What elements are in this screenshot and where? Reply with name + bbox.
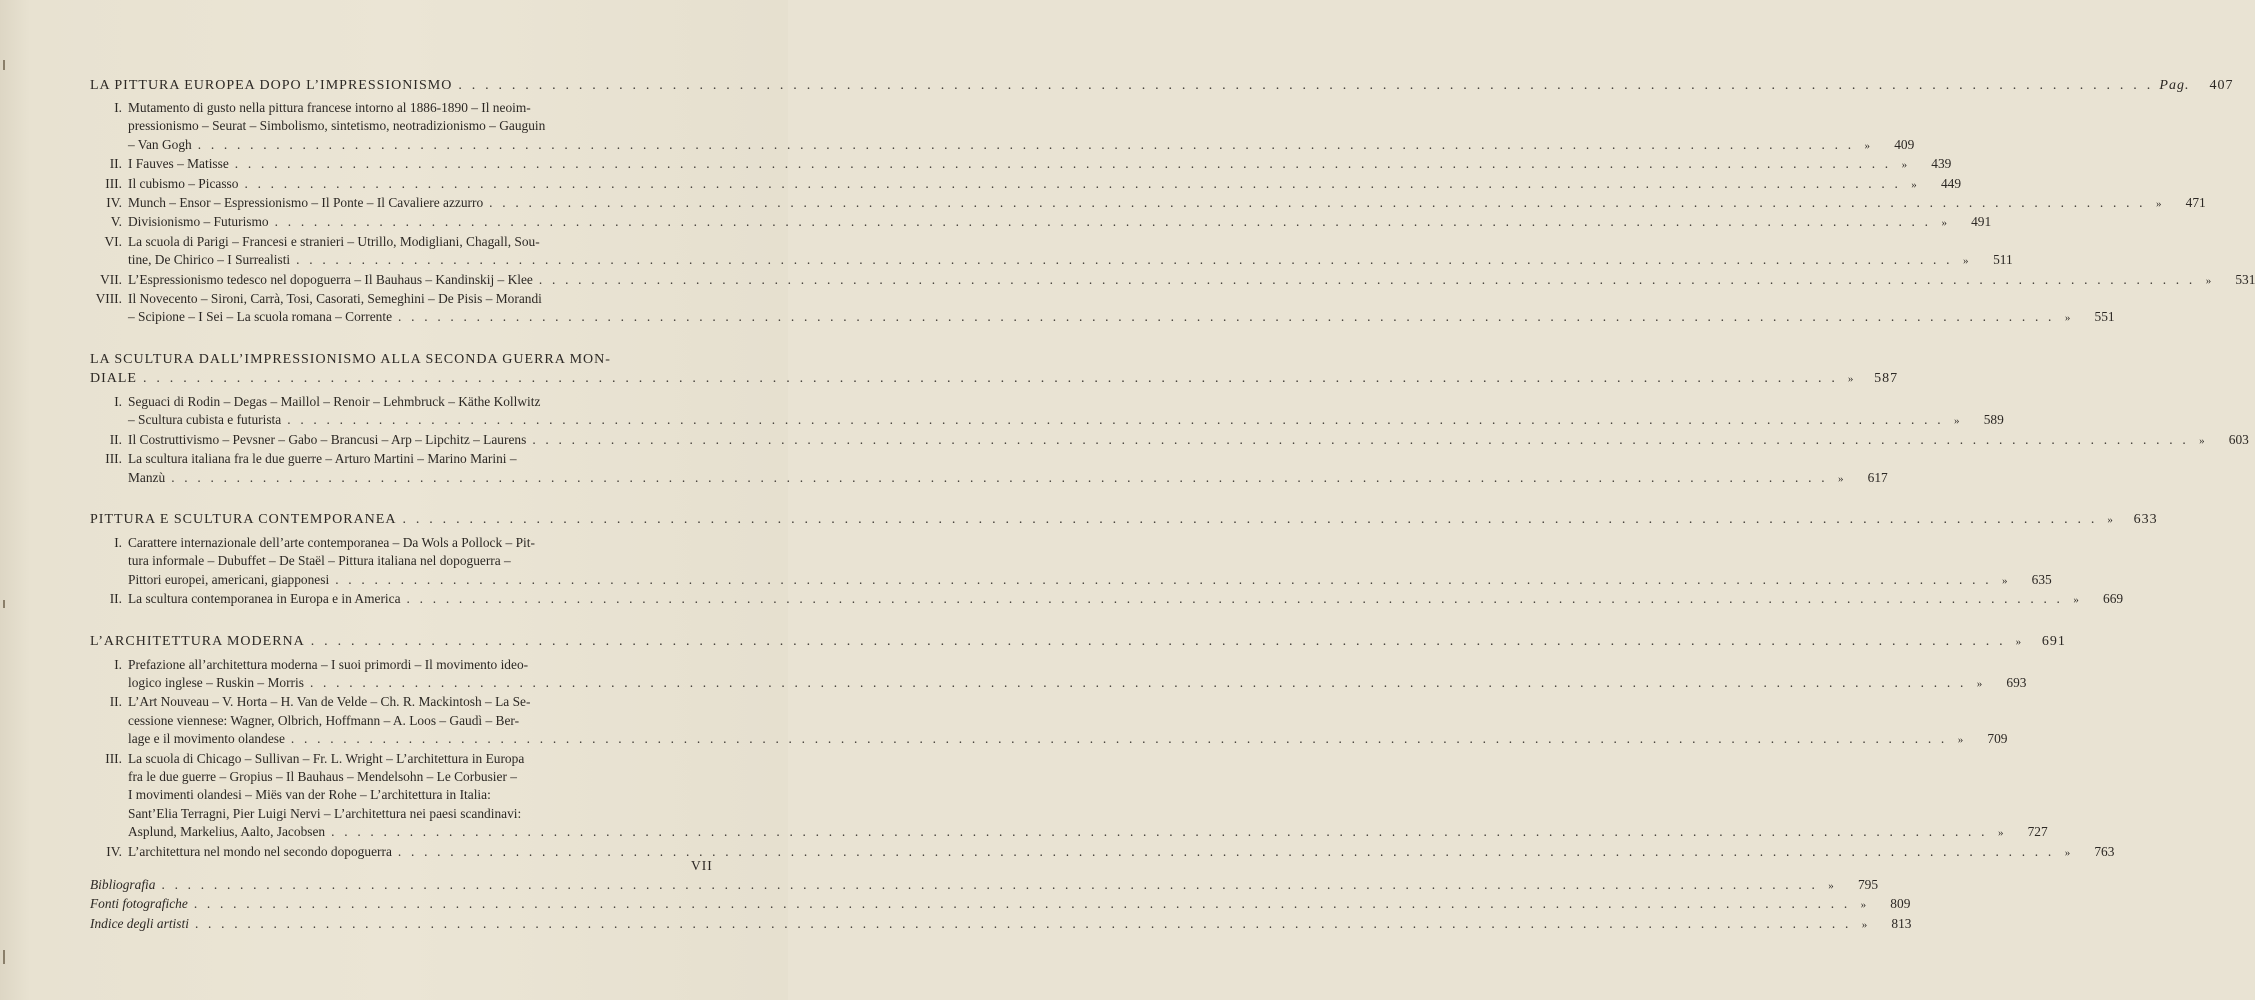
chapter-title-line: Il Novecento – Sironi, Carrà, Tosi, Casorati, Semeghini – De Pisis – Morandi xyxy=(128,291,542,307)
leader-dots xyxy=(235,155,1892,173)
chapter-title-text: Il cubismo – Picasso xyxy=(128,175,239,191)
chapter-title-lastline xyxy=(128,175,1961,194)
chapter-title-lastline xyxy=(128,469,1888,488)
chapter-entry xyxy=(90,175,1962,194)
chapter-title-lastline xyxy=(128,730,2007,749)
ditto-mark: » xyxy=(1838,472,1844,485)
chapter-title-lastline xyxy=(128,590,2123,609)
chapter-number: IV. xyxy=(106,843,122,859)
chapter-number: II. xyxy=(109,156,122,172)
section-heading xyxy=(90,632,2066,652)
leader-dots xyxy=(194,895,1851,913)
chapter-title-text: Il Costruttivismo – Pevsner – Gabo – Brancusi – Arp – Lipchitz – Laurens xyxy=(128,431,527,447)
chapter-title-text: – Scultura cubista e futurista xyxy=(128,412,282,428)
leader-dots xyxy=(489,194,2146,212)
chapter-entry xyxy=(90,750,2048,843)
section-heading-lastline xyxy=(90,76,2234,95)
chapter-page-number: 763 xyxy=(2094,843,2115,859)
ditto-mark: » xyxy=(1901,159,1908,172)
ditto-mark: » xyxy=(1860,899,1867,912)
chapter-body xyxy=(128,590,2123,609)
toc-section xyxy=(90,510,2158,610)
chapter-number: I. xyxy=(114,534,122,550)
ditto-mark: » xyxy=(1976,677,1983,690)
leader-dots xyxy=(331,823,1988,841)
chapter-number: III. xyxy=(105,175,122,191)
ditto-mark: » xyxy=(2064,312,2071,325)
chapter-number: II. xyxy=(109,431,122,447)
ditto-mark: » xyxy=(2073,594,2079,607)
leader-dots xyxy=(244,175,1901,193)
chapter-number: VII. xyxy=(100,271,122,287)
leader-dots xyxy=(402,510,2097,529)
chapter-title-line: La scultura italiana fra le due guerre – Arturo Martini – Marino Marini – xyxy=(128,451,517,467)
leader-dots xyxy=(296,251,1953,269)
ditto-mark: » xyxy=(1941,217,1947,230)
ditto-mark: » xyxy=(1864,139,1871,152)
leader-dots xyxy=(291,730,1948,748)
chapter-entry xyxy=(90,155,1952,174)
leader-dots xyxy=(310,674,1967,692)
chapter-body xyxy=(128,213,1991,232)
roman-page-number: VII xyxy=(691,858,713,873)
leader-dots xyxy=(161,876,1818,894)
chapter-page-number: 693 xyxy=(2006,674,2027,690)
chapter-title-text: I Fauves – Matisse xyxy=(128,156,229,172)
page-edge-mark xyxy=(3,600,5,608)
section-heading-lastline xyxy=(90,632,2066,652)
chapter-title-text: lage e il movimento olandese xyxy=(128,731,285,747)
leader-dots xyxy=(398,843,2055,861)
ditto-mark: » xyxy=(1861,918,1868,931)
chapter-title-text: L’architettura nel mondo nel secondo dopoguerra xyxy=(128,843,392,859)
chapter-number: II. xyxy=(109,694,122,710)
chapter-title-line: Prefazione all’architettura moderna – I suoi primordi – Il movimento ideo- xyxy=(128,656,529,672)
chapter-entry xyxy=(90,693,2008,749)
leader-dots xyxy=(407,590,2064,608)
ditto-mark: » xyxy=(2199,434,2205,447)
chapter-title-text: logico inglese – Ruskin – Morris xyxy=(128,674,304,690)
chapter-body xyxy=(128,290,2115,328)
appendix-list xyxy=(90,876,1912,934)
chapter-title-text: Divisionismo – Futurismo xyxy=(128,214,269,230)
chapter-title-lastline xyxy=(128,213,1991,232)
chapter-number: III. xyxy=(105,451,122,467)
chapter-title-lastline xyxy=(128,823,2048,842)
chapter-title-lastline xyxy=(128,251,2013,270)
page-prefix: Pag. xyxy=(2159,78,2190,93)
section-heading-lastline xyxy=(90,510,2158,530)
appendix-entry xyxy=(90,876,1879,895)
chapter-body xyxy=(128,693,2007,749)
leader-dots xyxy=(335,571,1992,589)
chapter-title-line: pressionismo – Seurat – Simbolismo, sintetismo, neotradizionismo – Gauguin xyxy=(128,118,546,134)
chapter-page-number: 589 xyxy=(1983,412,2004,428)
ditto-mark: » xyxy=(2015,635,2023,648)
chapter-page-number: 471 xyxy=(2185,195,2206,211)
leader-dots xyxy=(539,271,2196,289)
chapter-body xyxy=(128,450,1888,488)
chapter-title-text: L’Espressionismo tedesco nel dopoguerra – Il Bauhaus – Kandinskij – Klee xyxy=(128,271,533,287)
chapter-title-lastline xyxy=(128,411,2004,430)
chapter-page-number: 439 xyxy=(1931,156,1952,172)
chapter-entry xyxy=(90,656,2027,694)
ditto-mark: » xyxy=(1847,372,1855,385)
page-edge-mark xyxy=(3,60,5,70)
chapter-entry xyxy=(90,233,2013,271)
chapter-page-number: 603 xyxy=(2228,431,2249,447)
chapter-title-text: Manzù xyxy=(128,469,166,485)
leader-dots xyxy=(171,469,1828,487)
section-heading-lastline xyxy=(90,369,1899,389)
chapter-number: II. xyxy=(109,591,122,607)
chapter-page-number: 511 xyxy=(1993,252,2013,268)
chapter-title-line: La scuola di Parigi – Francesi e stranieri – Utrillo, Modigliani, Chagall, Sou- xyxy=(128,233,540,249)
ditto-mark: » xyxy=(1997,827,2004,840)
chapter-page-number: 709 xyxy=(1987,731,2008,747)
chapter-body xyxy=(128,99,1914,155)
appendix-entry xyxy=(90,895,1911,914)
chapter-title-lastline xyxy=(128,431,2249,450)
section-heading xyxy=(90,76,2234,95)
chapter-title-lastline xyxy=(128,155,1951,174)
chapter-title-line: Sant’Elia Terragni, Pier Luigi Nervi – L’architettura nei paesi scandinavi: xyxy=(128,805,522,821)
chapter-body xyxy=(128,194,2206,213)
appendix-page-number: 795 xyxy=(1857,877,1879,892)
chapter-page-number: 617 xyxy=(1867,469,1888,485)
ditto-mark: » xyxy=(1828,880,1834,892)
chapter-page-number: 727 xyxy=(2027,824,2048,840)
chapter-title-text: – Van Gogh xyxy=(128,136,192,152)
chapter-body xyxy=(128,271,2255,290)
chapter-entry xyxy=(90,99,1915,155)
chapter-title-line: I movimenti olandesi – Miës van der Rohe – L’architettura in Italia: xyxy=(128,787,491,803)
chapter-title-text: tine, De Chirico – I Surrealisti xyxy=(128,252,291,268)
appendix-label: Indice degli artisti xyxy=(90,915,189,931)
chapter-page-number: 669 xyxy=(2103,591,2124,607)
chapter-body xyxy=(128,155,1951,174)
chapter-title-lastline xyxy=(128,194,2206,213)
chapter-title-line: fra le due guerre – Gropius – Il Bauhaus – Mendelsohn – Le Corbusier – xyxy=(128,768,517,784)
leader-dots xyxy=(398,308,2055,326)
chapter-entry xyxy=(90,393,2004,431)
chapter-title-text: – Scipione – I Sei – La scuola romana – Corrente xyxy=(128,309,393,325)
chapter-page-number: 409 xyxy=(1894,136,1915,152)
chapter-entry xyxy=(90,590,2124,609)
chapter-title-line: Mutamento di gusto nella pittura francese intorno al 1886-1890 – Il neoim- xyxy=(128,100,531,115)
toc-section xyxy=(90,76,2255,328)
appendix-label: Fonti fotografiche xyxy=(90,896,188,912)
leader-dots xyxy=(458,76,2153,95)
leader-dots xyxy=(275,213,1932,231)
table-of-contents xyxy=(90,76,2255,934)
ditto-mark: » xyxy=(2002,574,2008,587)
chapter-title-text: Asplund, Markelius, Aalto, Jacobsen xyxy=(128,824,326,840)
chapter-page-number: 531 xyxy=(2235,271,2255,287)
chapter-entry xyxy=(90,843,2115,862)
ditto-mark: » xyxy=(2205,274,2212,287)
ditto-mark: » xyxy=(1954,415,1960,428)
chapter-body xyxy=(128,750,2048,843)
leader-dots xyxy=(195,915,1852,933)
section-title: PITTURA E SCULTURA CONTEMPORANEA xyxy=(90,511,397,527)
chapter-number: VIII. xyxy=(95,291,122,307)
ditto-mark: » xyxy=(1957,734,1964,747)
chapter-number: I. xyxy=(114,656,122,672)
appendix-label: Bibliografia xyxy=(90,877,156,892)
chapter-number: V. xyxy=(110,214,122,230)
leader-dots xyxy=(532,431,2189,449)
chapter-title-lastline xyxy=(128,571,2052,590)
chapter-title-lastline xyxy=(128,843,2114,862)
section-page-number: 407 xyxy=(2209,78,2234,93)
chapter-title-line: La scuola di Chicago – Sullivan – Fr. L. Wright – L’architettura in Europa xyxy=(128,750,525,766)
section-heading xyxy=(90,510,2158,530)
appendix-page-number: 809 xyxy=(1890,896,1911,912)
chapter-entry xyxy=(90,431,2249,450)
chapter-title-text: La scultura contemporanea in Europa e in America xyxy=(128,591,401,607)
chapter-title-lastline xyxy=(128,308,2115,327)
ditto-mark: » xyxy=(1911,178,1917,191)
section-title: DIALE xyxy=(90,370,137,386)
page-edge-mark xyxy=(3,950,5,964)
chapter-page-number: 491 xyxy=(1971,214,1992,230)
chapter-title-text: Pittori europei, americani, giapponesi xyxy=(128,571,330,587)
chapter-title-line: Seguaci di Rodin – Degas – Maillol – Renoir – Lehmbruck – Käthe Kollwitz xyxy=(128,393,541,409)
leader-dots xyxy=(287,411,1944,429)
leader-dots xyxy=(198,136,1855,154)
chapter-entry xyxy=(90,290,2115,328)
chapter-entry xyxy=(90,194,2206,213)
chapter-body xyxy=(128,534,2052,590)
chapter-title-line: tura informale – Dubuffet – De Staël – Pittura italiana nel dopoguerra – xyxy=(128,553,511,569)
chapter-body xyxy=(128,843,2114,862)
section-heading-line: LA SCULTURA DALL’IMPRESSIONISMO ALLA SECONDA GUERRA MON- xyxy=(90,351,611,367)
toc-section xyxy=(90,350,2249,488)
chapter-body xyxy=(128,431,2249,450)
chapter-page-number: 551 xyxy=(2094,309,2115,325)
chapter-body xyxy=(128,393,2004,431)
section-title: LA PITTURA EUROPEA DOPO L’IMPRESSIONISMO xyxy=(90,78,453,93)
section-title: L’ARCHITETTURA MODERNA xyxy=(90,633,305,649)
ditto-mark: » xyxy=(2064,846,2071,859)
chapter-number: VI. xyxy=(104,233,122,249)
chapter-body xyxy=(128,656,2027,694)
ditto-mark: » xyxy=(2155,198,2162,211)
chapter-number: I. xyxy=(114,100,122,115)
chapter-entry xyxy=(90,271,2255,290)
chapter-number: IV. xyxy=(106,195,122,211)
leader-dots xyxy=(311,632,2006,651)
ditto-mark: » xyxy=(2107,513,2114,526)
chapter-title-lastline xyxy=(128,674,2027,693)
chapter-title-lastline xyxy=(128,271,2255,290)
chapter-entry xyxy=(90,534,2052,590)
section-page-number: 691 xyxy=(2041,633,2066,649)
ditto-mark: » xyxy=(1962,255,1969,268)
appendix-page-number: 813 xyxy=(1891,915,1912,931)
section-heading xyxy=(90,350,1899,389)
chapter-number: I. xyxy=(114,393,122,409)
chapter-entry xyxy=(90,450,1888,488)
chapter-title-lastline xyxy=(128,136,1914,155)
chapter-title-line: L’Art Nouveau – V. Horta – H. Van de Velde – Ch. R. Mackintosh – La Se- xyxy=(128,694,531,710)
section-page-number: 587 xyxy=(1874,370,1899,386)
chapter-body xyxy=(128,175,1961,194)
chapter-body xyxy=(128,233,2013,271)
chapter-number: III. xyxy=(105,750,122,766)
leader-dots xyxy=(143,369,1838,388)
chapter-entry xyxy=(90,213,1992,232)
chapter-page-number: 635 xyxy=(2031,571,2052,587)
chapter-page-number: 449 xyxy=(1940,175,1962,191)
chapter-title-line: cessione viennese: Wagner, Olbrich, Hoffmann – A. Loos – Gaudì – Ber- xyxy=(128,712,520,728)
section-page-number: 633 xyxy=(2133,511,2158,527)
chapter-title-line: Carattere internazionale dell’arte contemporanea – Da Wols a Pollock – Pit- xyxy=(128,534,535,550)
toc-section xyxy=(90,632,2115,862)
chapter-title-text: Munch – Ensor – Espressionismo – Il Ponte – Il Cavaliere azzurro xyxy=(128,195,484,211)
appendix-entry xyxy=(90,915,1912,934)
